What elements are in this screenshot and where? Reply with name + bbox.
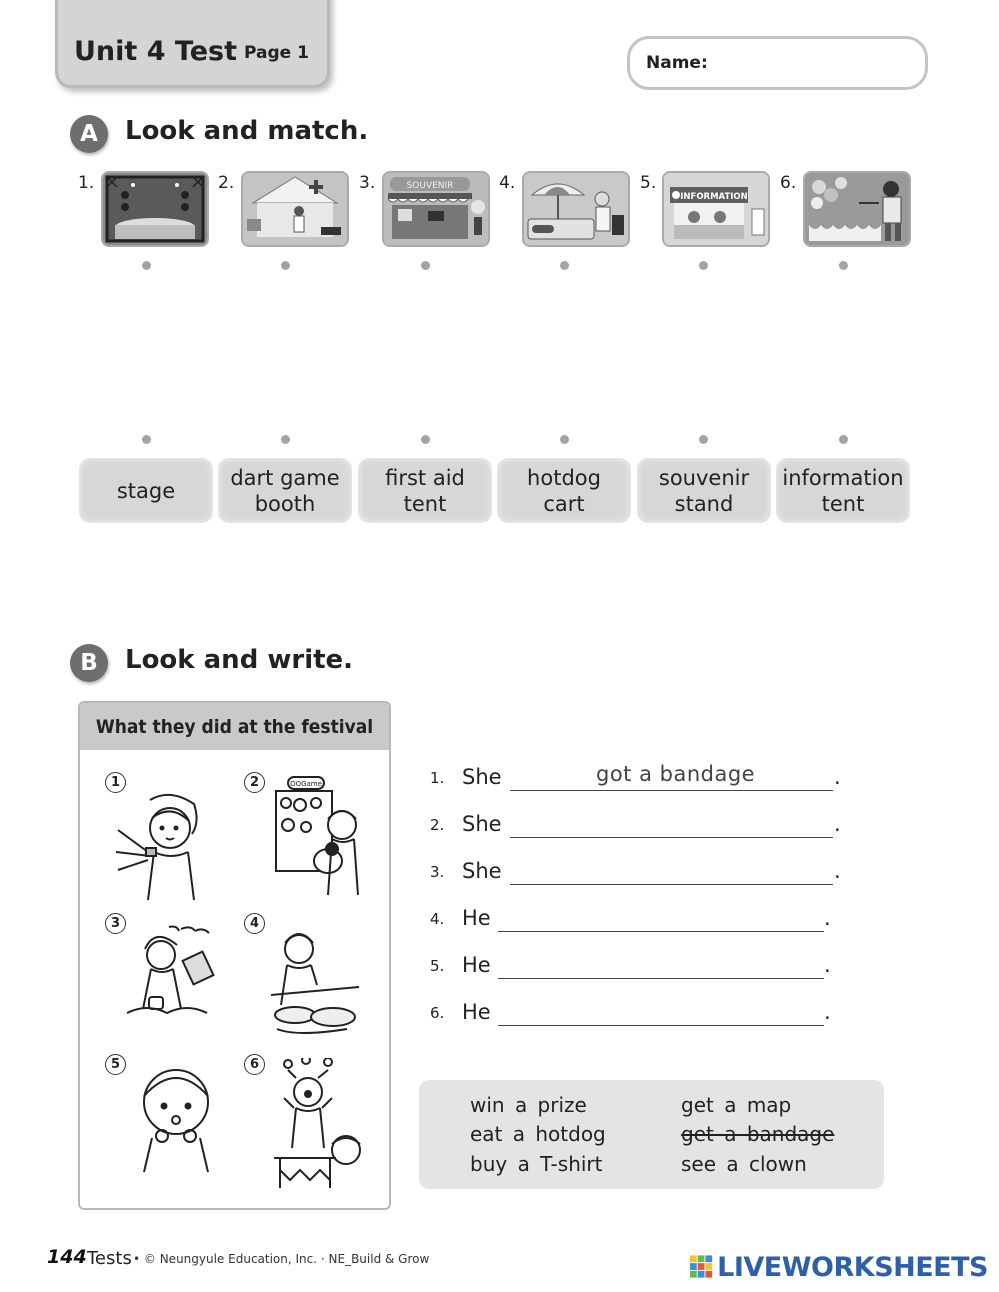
girl-prize-illustration — [270, 775, 370, 909]
sentence-number: 6. — [430, 1004, 445, 1022]
sentence-subject: He — [462, 953, 491, 977]
panel-number: 3 — [105, 913, 126, 934]
panel-number: 6 — [244, 1054, 265, 1075]
section-b-title: Look and write. — [125, 645, 354, 675]
word-box-hotdog-cart — [497, 458, 631, 523]
match-dot-top[interactable] — [421, 261, 430, 270]
sentence-number: 1. — [430, 769, 445, 787]
sample-answer: got a bandage — [596, 762, 756, 786]
word-line: information — [782, 465, 904, 490]
section-a-badge: A — [70, 115, 108, 153]
answer-line[interactable] — [510, 884, 833, 885]
word-bank-item: get a map — [681, 1093, 792, 1117]
picture-number: 4. — [499, 173, 516, 193]
svg-text:SOUVENIR: SOUVENIR — [406, 181, 454, 191]
word-line: cart — [543, 491, 585, 516]
hotdog-cart-picture — [522, 171, 630, 247]
word-bank-item: see a clown — [681, 1152, 807, 1176]
sentence-number: 4. — [430, 910, 445, 928]
word-line: stage — [116, 478, 176, 503]
sentence-period: . — [834, 812, 841, 836]
sentence-period: . — [824, 906, 831, 930]
sentence-subject: She — [462, 765, 502, 789]
answer-line[interactable] — [510, 790, 833, 791]
word-line: first aid — [385, 465, 465, 490]
boy-tshirt-illustration — [130, 1058, 220, 1182]
liveworksheets-logo — [690, 1251, 988, 1283]
section-b-badge: B — [70, 644, 108, 682]
word-line: tent — [403, 491, 447, 516]
match-dot-top[interactable] — [699, 261, 708, 270]
match-dot-bottom[interactable] — [560, 435, 569, 444]
information-tent-picture — [662, 171, 770, 247]
word-line: hotdog — [527, 465, 601, 490]
match-dot-top[interactable] — [142, 261, 151, 270]
panel-title: What they did at the festival — [80, 703, 389, 750]
sentence-subject: She — [462, 812, 502, 836]
word-box-first-aid-tent — [358, 458, 492, 523]
girl-bandage-illustration — [112, 790, 212, 909]
word-box-information-tent — [776, 458, 910, 523]
sentence-number: 2. — [430, 816, 445, 834]
match-dot-bottom[interactable] — [421, 435, 430, 444]
match-dot-bottom[interactable] — [839, 435, 848, 444]
page-label: Page 1 — [244, 43, 309, 63]
dart-game-booth-picture — [803, 171, 911, 247]
panel-number: 1 — [105, 772, 126, 793]
picture-number: 6. — [780, 173, 797, 193]
word-bank-item: win a prize — [470, 1093, 587, 1117]
boy-hotdog-illustration — [265, 925, 365, 1044]
match-dot-top[interactable] — [281, 261, 290, 270]
page-number: 144 — [47, 1246, 87, 1268]
match-dot-bottom[interactable] — [142, 435, 151, 444]
word-bank-item-used: get a bandage — [681, 1122, 835, 1146]
souvenir-stand-picture — [382, 171, 490, 247]
picture-number: 2. — [218, 173, 235, 193]
footer-section: Tests — [87, 1248, 132, 1269]
match-dot-bottom[interactable] — [699, 435, 708, 444]
match-dot-top[interactable] — [839, 261, 848, 270]
answer-line[interactable] — [498, 978, 824, 979]
sentence-period: . — [824, 953, 831, 977]
word-line: tent — [821, 491, 865, 516]
sentence-period: . — [824, 1000, 831, 1024]
match-dot-bottom[interactable] — [281, 435, 290, 444]
panel-number: 5 — [105, 1054, 126, 1075]
sentence-number: 5. — [430, 957, 445, 975]
word-box-dart-game-booth — [218, 458, 352, 523]
panel-number: 4 — [244, 913, 265, 934]
picture-number: 5. — [640, 173, 657, 193]
word-box-stage — [79, 458, 213, 523]
name-label: Name: — [646, 53, 708, 73]
word-line: souvenir — [658, 465, 750, 490]
liveworksheets-logo-text: LIVEWORKSHEETS — [717, 1251, 988, 1283]
stage-picture — [101, 171, 209, 247]
answer-line[interactable] — [498, 931, 824, 932]
sentence-subject: He — [462, 1000, 491, 1024]
word-bank-item: eat a hotdog — [470, 1122, 606, 1146]
panel-number: 2 — [244, 772, 265, 793]
clown-illustration — [270, 1058, 370, 1197]
sentence-period: . — [834, 859, 841, 883]
unit-title: Unit 4 Test — [74, 36, 238, 67]
word-bank-item: buy a T-shirt — [470, 1152, 603, 1176]
answer-line[interactable] — [498, 1025, 824, 1026]
sentence-period: . — [834, 765, 841, 789]
answer-line[interactable] — [510, 837, 833, 838]
word-line: booth — [254, 491, 316, 516]
match-dot-top[interactable] — [560, 261, 569, 270]
first-aid-tent-picture — [241, 171, 349, 247]
woman-map-illustration — [125, 925, 225, 1024]
sentence-subject: He — [462, 906, 491, 930]
information-sign: INFORMATION — [680, 192, 748, 202]
liveworksheets-logo-icon — [690, 1255, 713, 1279]
footer-copyright: • © Neungyule Education, Inc. · NE_Build & Grow — [133, 1252, 430, 1266]
word-line: dart game — [230, 465, 340, 490]
section-a-title: Look and match. — [125, 116, 369, 146]
svg-text:OOGame: OOGame — [290, 780, 322, 788]
word-line: stand — [674, 491, 734, 516]
picture-number: 1. — [78, 173, 95, 193]
word-box-souvenir-stand — [637, 458, 771, 523]
sentence-number: 3. — [430, 863, 445, 881]
picture-number: 3. — [359, 173, 376, 193]
sentence-subject: She — [462, 859, 502, 883]
